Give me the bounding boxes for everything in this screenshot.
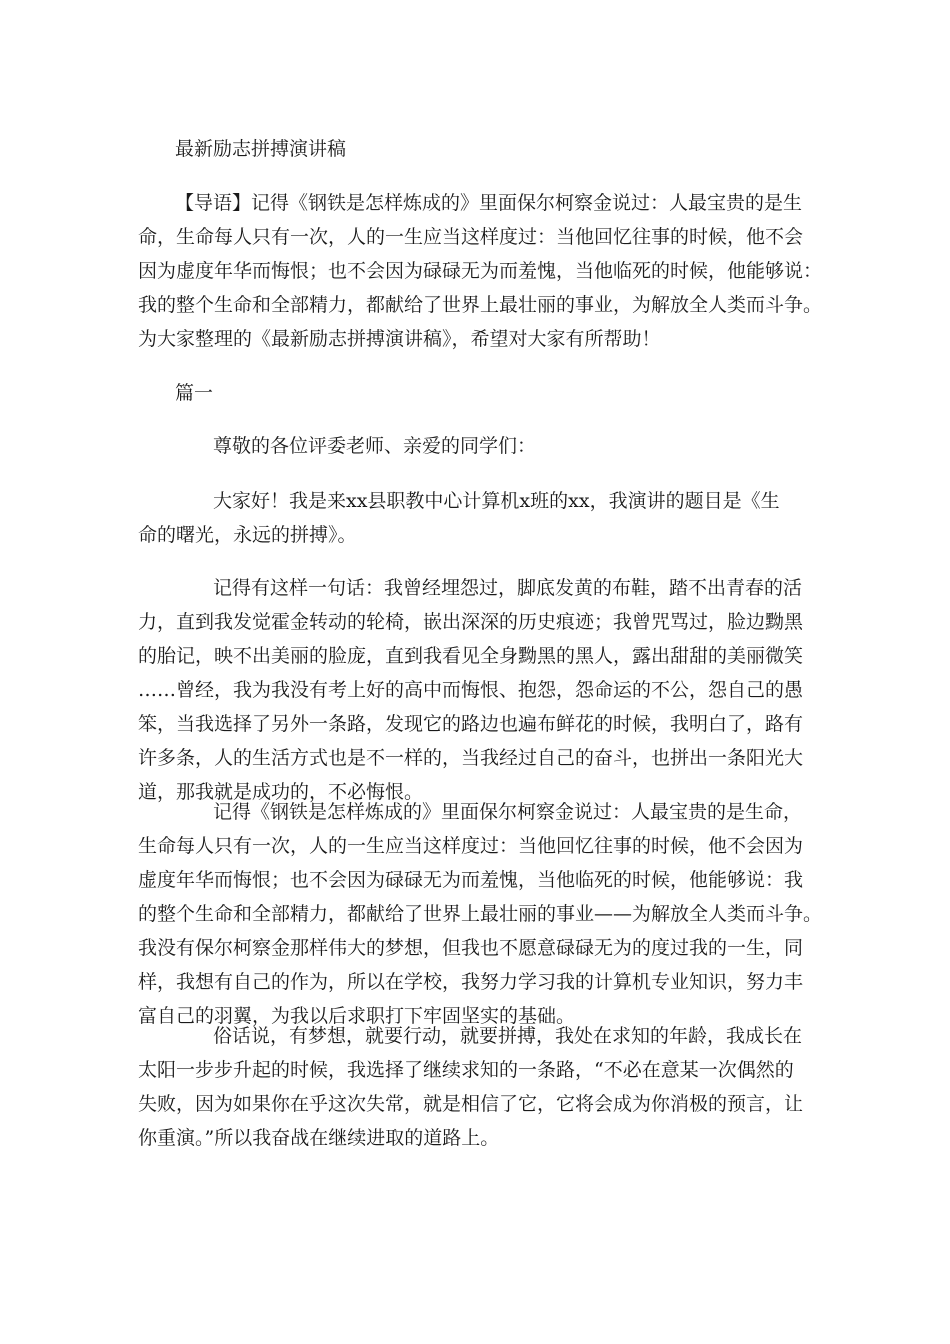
paragraph-line: 【导语】记得《钢铁是怎样炼成的》里面保尔柯察金说过：人最宝贵的是生: [175, 192, 803, 214]
paragraph-line: 俗话说，有梦想，就要行动，就要拼搏，我处在求知的年龄，我成长在: [213, 1025, 803, 1047]
paragraph-line: 太阳一步步升起的时候，我选择了继续求知的一条路，“不必在意某一次偶然的: [138, 1059, 794, 1081]
paragraph-line: 生命每人只有一次，人的一生应当这样度过：当他回忆往事的时候，他不会因为: [138, 835, 804, 857]
paragraph-line: 失败，因为如果你在乎这次失常，就是相信了它，它将会成为你消极的预言，让: [138, 1093, 804, 1115]
paragraph-line: 命，生命每人只有一次，人的一生应当这样度过：当他回忆往事的时候，他不会: [138, 226, 804, 248]
section-heading: 篇一: [175, 382, 214, 404]
paragraph-line: ……曾经，我为我没有考上好的高中而悔恨、抱怨，怨命运的不公，怨自己的愚: [138, 679, 804, 701]
paragraph-line: 的整个生命和全部精力，都献给了世界上最壮丽的事业——为解放全人类而斗争。: [138, 903, 823, 925]
paragraph-line: 我没有保尔柯察金那样伟大的梦想，但我也不愿意碌碌无为的度过我的一生，同: [138, 937, 804, 959]
intro-paragraph: [138, 186, 823, 356]
paragraph-line: 的胎记，映不出美丽的脸庞，直到我看见全身黝黑的黑人，露出甜甜的美丽微笑: [138, 645, 804, 667]
paragraph-line: 大家好！我是来xx县职教中心计算机x班的xx，我演讲的题目是《生: [213, 490, 780, 512]
paragraph-line: 许多条，人的生活方式也是不一样的，当我经过自己的奋斗，也拼出一条阳光大: [138, 747, 804, 769]
paragraph-steel: [138, 795, 823, 1033]
paragraph-line: 你重演。”所以我奋战在继续进取的道路上。: [138, 1127, 500, 1149]
paragraph-dream: [138, 1019, 810, 1155]
paragraph-line: 尊敬的各位评委老师、亲爱的同学们：: [213, 435, 537, 457]
paragraph-line: 因为虚度年华而悔恨；也不会因为碌碌无为而羞愧，当他临死的时候，他能够说：: [138, 260, 823, 282]
paragraph-quote: [138, 571, 810, 809]
paragraph-greeting: [138, 484, 810, 552]
paragraph-line: 为大家整理的《最新励志拼搏演讲稿》，希望对大家有所帮助！: [138, 328, 661, 350]
paragraph-line: 我的整个生命和全部精力，都献给了世界上最壮丽的事业，为解放全人类而斗争。: [138, 294, 823, 316]
paragraph-line: 记得有这样一句话：我曾经埋怨过，脚底发黄的布鞋，踏不出青春的活: [213, 577, 803, 599]
document-title: 最新励志拼搏演讲稿: [175, 138, 347, 160]
paragraph-line: 命的曙光，永远的拼搏》。: [138, 524, 357, 546]
paragraph-line: 道，那我就是成功的，不必悔恨。: [138, 781, 424, 803]
paragraph-line: 力，直到我发觉霍金转动的轮椅，嵌出深深的历史痕迹；我曾咒骂过，脸边黝黑: [138, 611, 804, 633]
paragraph-line: 样，我想有自己的作为，所以在学校，我努力学习我的计算机专业知识，努力丰: [138, 971, 804, 993]
paragraph-line: 富自己的羽翼，为我以后求职打下牢固坚实的基础。: [138, 1005, 576, 1027]
paragraph-line: 笨，当我选择了另外一条路，发现它的路边也遍布鲜花的时候，我明白了，路有: [138, 713, 804, 735]
paragraph-line: 虚度年华而悔恨；也不会因为碌碌无为而羞愧，当他临死的时候，他能够说：我: [138, 869, 804, 891]
paragraph-line: 记得《钢铁是怎样炼成的》里面保尔柯察金说过：人最宝贵的是生命，: [213, 801, 803, 823]
salutation: [138, 429, 810, 463]
